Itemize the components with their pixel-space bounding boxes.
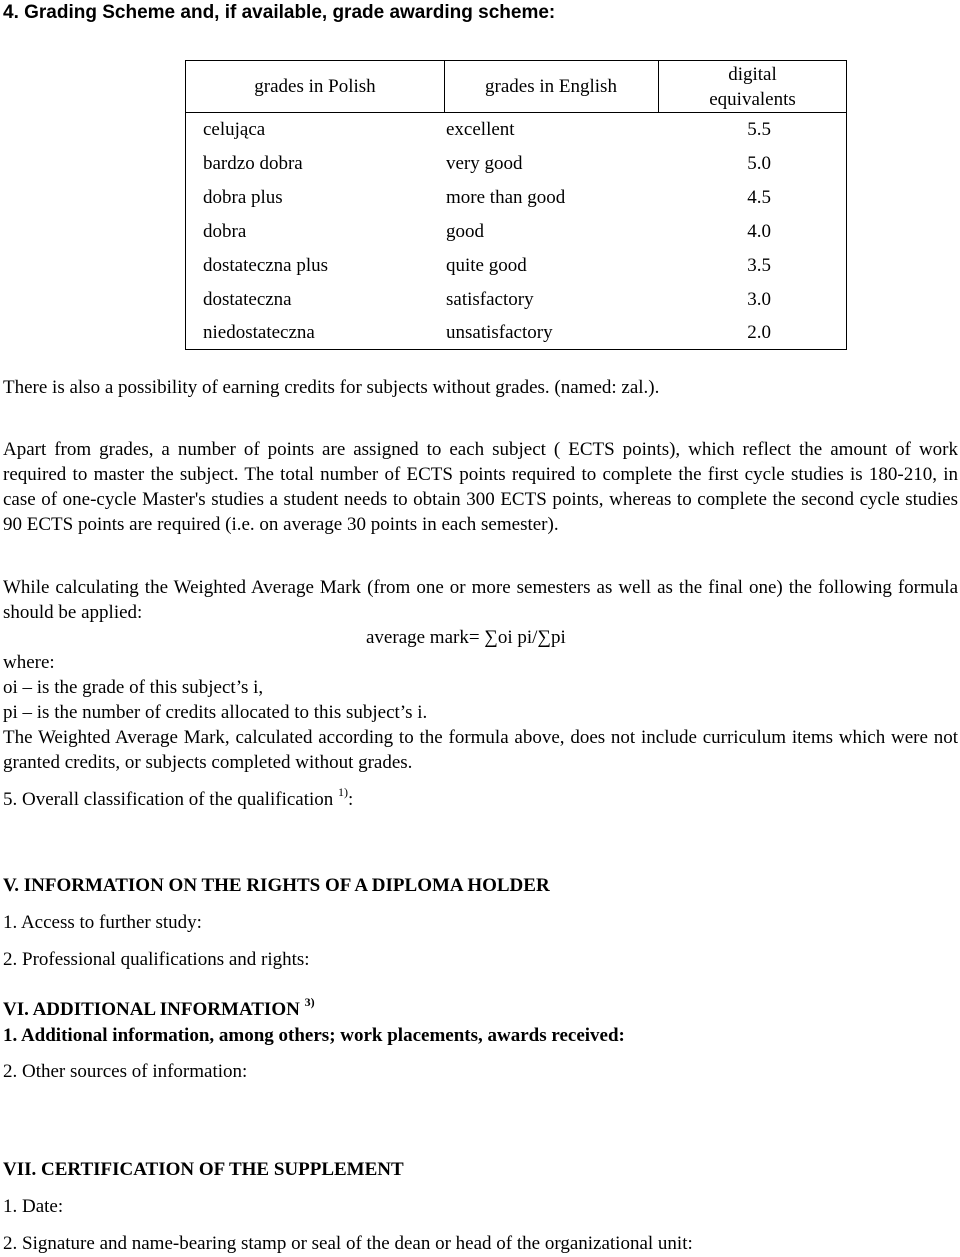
cell-grade-english: good <box>446 221 484 242</box>
cell-grade-english: satisfactory <box>446 289 534 310</box>
cell-grade-polish: celująca <box>203 119 266 140</box>
overall-classification-line <box>3 787 353 812</box>
section-7-heading: VII. CERTIFICATION OF THE SUPPLEMENT <box>3 1159 404 1180</box>
cell-digital-equivalent: 3.5 <box>747 255 771 276</box>
section-6-heading: VI. ADDITIONAL INFORMATION <box>3 999 300 1020</box>
signature-item: 2. Signature and name-bearing stamp or seal of the dean or head of the organizational unit: <box>3 1233 693 1254</box>
cell-digital-equivalent: 3.0 <box>747 289 771 310</box>
average-mark-formula: average mark= ∑oi pi/∑pi <box>366 627 566 648</box>
section-6-heading-line <box>3 997 315 1022</box>
section-4-heading: 4. Grading Scheme and, if available, grade awarding scheme: <box>3 2 556 23</box>
header-grades-english: grades in English <box>485 76 617 97</box>
cell-grade-english: more than good <box>446 187 566 208</box>
cell-digital-equivalent: 5.5 <box>747 119 771 140</box>
additional-information-item: 1. Additional information, among others; work placements, awards received: <box>3 1025 625 1046</box>
cell-grade-english: very good <box>446 153 523 174</box>
other-sources-item: 2. Other sources of information: <box>3 1061 248 1082</box>
where-label: where: <box>3 652 55 673</box>
cell-grade-polish: niedostateczna <box>203 322 315 343</box>
professional-qualifications: 2. Professional qualifications and rights: <box>3 949 310 970</box>
cell-digital-equivalent: 5.0 <box>747 153 771 174</box>
cell-grade-polish: dobra plus <box>203 187 283 208</box>
section-5-heading: V. INFORMATION ON THE RIGHTS OF A DIPLOMA HOLDER <box>3 875 550 896</box>
cell-digital-equivalent: 4.0 <box>747 221 771 242</box>
weighted-average-intro: While calculating the Weighted Average Mark (from one or more semesters as well as the final one) the following formula should be applied: <box>3 577 958 623</box>
cell-grade-polish: dostateczna plus <box>203 255 329 276</box>
cell-digital-equivalent: 2.0 <box>747 322 771 343</box>
cell-grade-english: quite good <box>446 255 527 276</box>
cell-digital-equivalent: 4.5 <box>747 187 771 208</box>
date-item: 1. Date: <box>3 1196 64 1217</box>
footnote-marker: 1) <box>338 785 349 799</box>
overall-classification-label: 5. Overall classification of the qualification <box>3 789 334 810</box>
credits-note: There is also a possibility of earning credits for subjects without grades. (named: zal.). <box>3 377 660 398</box>
cell-grade-polish: bardzo dobra <box>203 153 303 174</box>
header-digital-equivalents-line1: digital <box>728 64 777 85</box>
footnote-marker: 3) <box>304 995 315 1009</box>
weighted-average-note: The Weighted Average Mark, calculated according to the formula above, does not include curriculum items which were not granted credits, or subjects completed without grades. <box>3 727 958 773</box>
access-further-study: 1. Access to further study: <box>3 912 202 933</box>
header-digital-equivalents-line2: equivalents <box>709 89 796 110</box>
pi-definition: pi – is the number of credits allocated to this subject’s i. <box>3 702 428 723</box>
ects-paragraph: Apart from grades, a number of points are assigned to each subject ( ECTS points), which reflect the amount of work required to master the subject. The total number of ECTS points required to complete the first cycle studies is 180-210, in case of one-cycle Master's studies a student needs to obtain 300 ECTS points, whereas to complete the second cycle studies 90 ECTS points are required (i.e. on average 30 points in each semester). <box>3 439 958 535</box>
header-grades-polish: grades in Polish <box>254 76 376 97</box>
cell-grade-english: unsatisfactory <box>446 322 553 343</box>
cell-grade-english: excellent <box>446 119 515 140</box>
colon: : <box>348 789 354 810</box>
oi-definition: oi – is the grade of this subject’s i, <box>3 677 264 698</box>
grading-table <box>185 60 847 350</box>
cell-grade-polish: dostateczna <box>203 289 292 310</box>
cell-grade-polish: dobra <box>203 221 247 242</box>
